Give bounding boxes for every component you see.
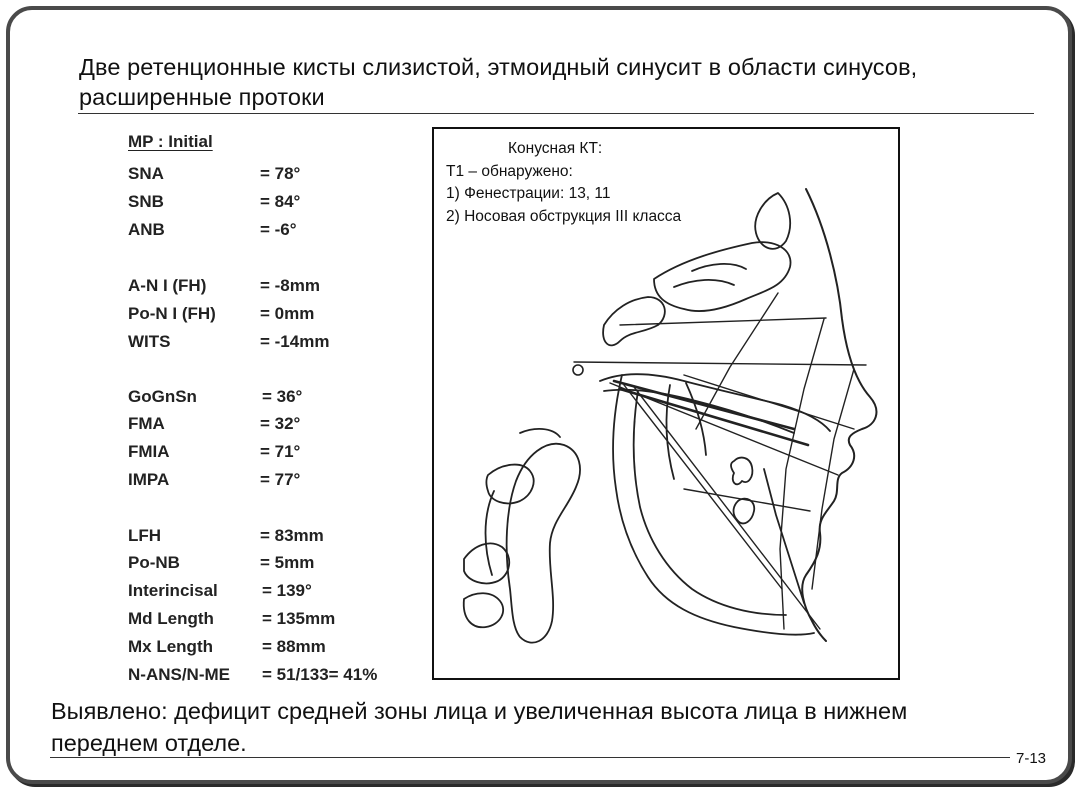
measurement-name: ANB: [128, 220, 165, 239]
slide-number: 7-13: [1016, 750, 1047, 767]
measurement-name: WITS: [128, 332, 171, 351]
measurement-value: = 51/133= 41%: [262, 665, 378, 684]
measurement-name: SNB: [128, 192, 164, 211]
cephalometric-measurements: [120, 130, 420, 690]
conclusion-text: Выявлено: дефицит средней зоны лица и увеличенная высота лица в нижнем переднем отделе.: [51, 698, 908, 756]
measurement-value: = 32°: [260, 414, 301, 433]
measurement-value: = -8mm: [260, 276, 320, 295]
ct-note-line: Т1 – обнаружено:: [446, 162, 573, 180]
measurement-name: FMA: [128, 414, 165, 433]
measurement-value: = 0mm: [260, 304, 315, 323]
measurement-value: = -14mm: [260, 332, 330, 351]
measurement-name: N-ANS/N-ME: [128, 665, 230, 684]
measurement-value: = 88mm: [262, 637, 326, 656]
title-divider: [78, 113, 1034, 114]
cone-beam-ct-note: [446, 138, 766, 228]
measurement-value: = 135mm: [262, 609, 336, 628]
measurement-value: = 5mm: [260, 553, 315, 572]
measurement-value: = 78°: [260, 164, 301, 183]
measurement-name: GoGnSn: [128, 387, 197, 406]
measurement-value: = -6°: [260, 220, 297, 239]
measurement-name: Md Length: [128, 609, 214, 628]
measurement-name: FMIA: [128, 442, 170, 461]
measurements-heading: MP : Initial: [128, 132, 213, 151]
ct-note-line: 2) Носовая обструкция III класса: [446, 207, 682, 225]
measurement-name: IMPA: [128, 470, 170, 489]
measurement-name: LFH: [128, 526, 162, 545]
measurement-name: Mx Length: [128, 637, 213, 656]
measurement-name: Po-NB: [128, 553, 180, 572]
measurement-value: = 84°: [260, 192, 301, 211]
measurement-name: A-N I (FH): [128, 276, 207, 295]
measurement-name: Po-N I (FH): [128, 304, 216, 323]
measurement-value: = 71°: [260, 442, 301, 461]
ct-note-line: 1) Фенестрации: 13, 11: [446, 185, 611, 202]
bottom-divider: [50, 757, 1010, 758]
measurement-name: Interincisal: [128, 581, 218, 600]
measurement-name: SNA: [128, 164, 164, 183]
measurement-value: = 83mm: [260, 526, 324, 545]
ct-note-heading: Конусная КТ:: [508, 140, 603, 157]
measurement-value: = 36°: [262, 387, 303, 406]
measurement-value: = 77°: [260, 470, 301, 489]
slide-title: Две ретенционные кисты слизистой, этмоидный синусит в области синусов, расширенные протоки: [79, 54, 918, 110]
measurement-value: = 139°: [262, 581, 312, 600]
